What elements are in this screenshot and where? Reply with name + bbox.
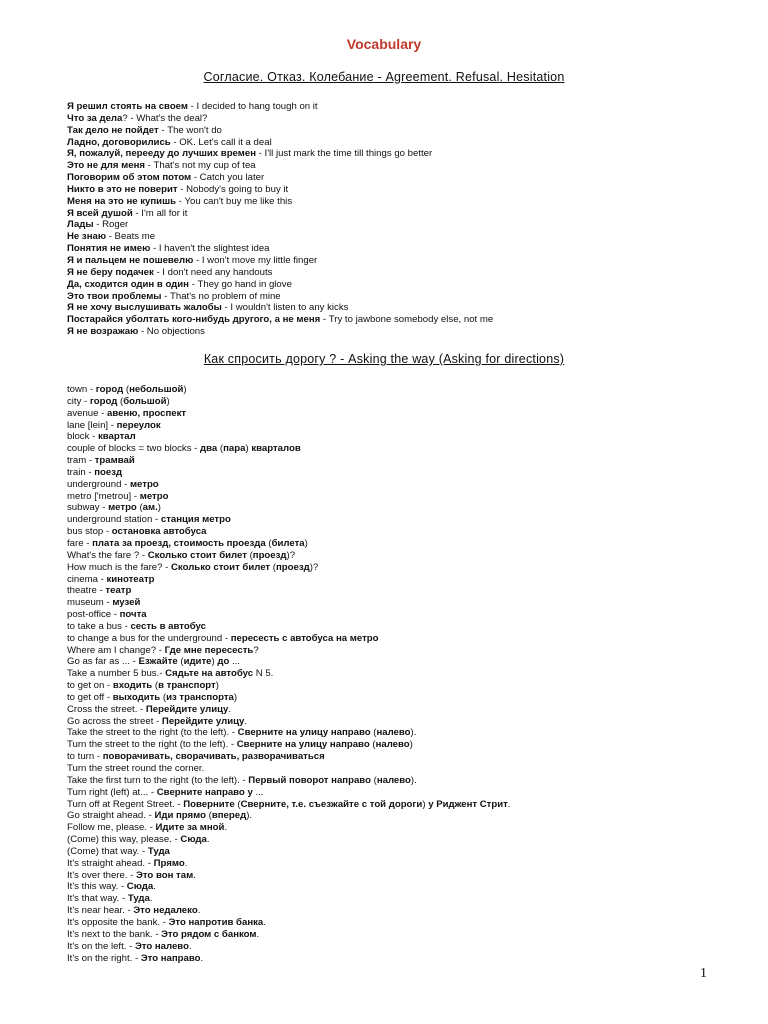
english-text: .	[224, 822, 228, 834]
list-item	[67, 739, 757, 751]
russian-phrase: трамвай	[94, 455, 135, 467]
russian-phrase: идите	[183, 656, 212, 668]
russian-phrase: Перейдите улицу	[145, 703, 229, 715]
english-text: Cross the street. -	[67, 703, 146, 715]
english-text: It's opposite the bank. -	[67, 916, 169, 928]
russian-phrase: Это твои проблемы	[67, 290, 162, 302]
english-text: - Nobody's going to buy it	[177, 183, 289, 195]
russian-phrase: Езжайте	[138, 656, 178, 668]
list-item	[67, 113, 757, 125]
list-item	[67, 101, 757, 113]
list-item	[67, 633, 757, 645]
english-text: museum -	[67, 597, 113, 609]
russian-phrase: Первый поворот направо	[248, 774, 371, 786]
russian-phrase: квартал	[97, 431, 136, 443]
english-text: subway -	[67, 502, 109, 514]
list-item	[67, 148, 757, 160]
phrase-list-agreement	[67, 101, 757, 338]
english-text: (	[234, 798, 241, 810]
russian-phrase: Это вон там	[136, 869, 194, 881]
list-item	[67, 941, 757, 953]
russian-phrase: налево	[375, 739, 410, 751]
russian-phrase: пересесть с автобуса на метро	[230, 632, 379, 644]
english-text: lane [lein] -	[67, 419, 117, 431]
russian-phrase: ам.	[142, 502, 158, 514]
russian-phrase: два	[200, 443, 218, 455]
english-text: It's that way. -	[67, 893, 128, 905]
list-item	[67, 455, 757, 467]
list-item	[67, 396, 757, 408]
english-text: ...	[252, 786, 264, 798]
russian-phrase: Это не для меня	[67, 160, 145, 172]
list-item	[67, 302, 757, 314]
english-text: fare -	[67, 537, 93, 549]
list-item	[67, 668, 757, 680]
list-item	[67, 822, 757, 834]
english-text: )	[304, 537, 308, 549]
english-text: .	[206, 834, 210, 846]
russian-phrase: Сколько стоит билет	[147, 549, 247, 561]
russian-phrase: в транспорт	[158, 680, 216, 692]
russian-phrase: Никто в это не поверит	[67, 183, 178, 195]
section-heading-agreement	[0, 70, 768, 84]
english-text: ).	[246, 810, 253, 822]
russian-phrase: Ладно, договорились	[67, 136, 171, 148]
russian-phrase: Идите за мной	[155, 822, 225, 834]
english-text: (	[205, 810, 212, 822]
list-item	[67, 467, 757, 479]
english-text: ?	[253, 644, 259, 656]
russian-phrase: Я не возражаю	[67, 326, 139, 338]
english-text: ).	[410, 727, 417, 739]
english-text: underground station -	[67, 514, 161, 526]
list-item	[67, 881, 757, 893]
list-item	[67, 125, 757, 137]
list-item	[67, 680, 757, 692]
english-text: bus stop -	[67, 526, 112, 538]
list-item	[67, 727, 757, 739]
list-item	[67, 255, 757, 267]
list-item	[67, 656, 757, 668]
english-text: )	[157, 502, 161, 514]
english-text: - I don't need any handouts	[153, 266, 273, 278]
russian-phrase: из транспорта	[166, 691, 234, 703]
list-item	[67, 834, 757, 846]
russian-phrase: Перейдите улицу	[161, 715, 245, 727]
english-text: (	[217, 443, 224, 455]
russian-phrase: входить	[112, 680, 153, 692]
english-text: .	[256, 928, 260, 940]
russian-phrase: большой	[123, 395, 167, 407]
list-item	[67, 775, 757, 787]
list-item	[67, 137, 757, 149]
list-item	[67, 431, 757, 443]
list-item	[67, 597, 757, 609]
russian-phrase: авеню, проспект	[107, 407, 187, 419]
russian-phrase: метро	[139, 490, 169, 502]
russian-phrase: Сколько стоит билет	[170, 561, 271, 573]
english-text: .	[188, 940, 192, 952]
list-item	[67, 291, 757, 303]
english-text: Where am I change? -	[67, 644, 165, 656]
english-text: .	[153, 881, 156, 893]
english-text: - Roger	[93, 219, 129, 231]
english-text: (	[369, 739, 376, 751]
section-heading-directions	[0, 352, 768, 366]
russian-phrase: пара	[223, 443, 246, 455]
russian-phrase: Это недалеко	[133, 905, 198, 917]
list-item	[67, 172, 757, 184]
list-item	[67, 870, 757, 882]
russian-phrase: город	[89, 395, 118, 407]
russian-phrase: Меня на это не купишь	[67, 195, 176, 207]
english-text: avenue -	[67, 407, 108, 419]
russian-phrase: выходить	[112, 691, 161, 703]
russian-phrase: Что за дела	[67, 112, 123, 124]
english-text: - I'm all for it	[132, 207, 188, 219]
russian-phrase: Так дело не пойдет	[67, 124, 159, 136]
english-text: (	[370, 774, 377, 786]
list-item	[67, 574, 757, 586]
russian-phrase: Постарайся уболтать кого-нибудь другого, а не меня	[67, 314, 321, 326]
english-text: - Catch you later	[191, 172, 265, 184]
english-text: tram -	[67, 455, 95, 467]
russian-phrase: кинотеатр	[106, 573, 155, 585]
english-text: train -	[67, 466, 95, 478]
page-title: Vocabulary	[346, 36, 422, 52]
english-text: .	[197, 905, 201, 917]
english-text: Turn right (left) at... -	[67, 786, 157, 798]
russian-phrase: станция метро	[160, 514, 231, 526]
english-text: N 5.	[253, 668, 274, 680]
english-text: Take the first turn to the right (to the left). -	[67, 774, 249, 786]
list-item	[67, 810, 757, 822]
russian-phrase: Поверните	[183, 798, 235, 810]
english-text: couple of blocks = two blocks -	[67, 443, 201, 455]
russian-phrase: Сюда	[180, 834, 207, 846]
english-text: metro ['metrou] -	[67, 490, 140, 502]
russian-phrase: Я всей душой	[67, 207, 133, 219]
russian-phrase: налево	[376, 727, 411, 739]
section-heading-ru: Согласие. Отказ. Колебание	[203, 70, 374, 84]
english-text: - Try to jawbone somebody else, not me	[320, 314, 494, 326]
english-text: (	[177, 656, 184, 668]
list-item	[67, 420, 757, 432]
russian-phrase: Это налево	[134, 940, 189, 952]
list-item	[67, 243, 757, 255]
section-heading-ru: Как спросить дорогу	[203, 352, 326, 366]
list-item	[67, 314, 757, 326]
page-number: 1	[700, 966, 707, 981]
english-text: to turn -	[67, 751, 103, 763]
list-item	[67, 267, 757, 279]
russian-phrase: Я не хочу выслушивать жалобы	[67, 302, 222, 314]
english-text: - No objections	[138, 326, 205, 338]
english-text: It's next to the bank. -	[67, 928, 162, 940]
english-text: to get off -	[67, 691, 113, 703]
english-text: .	[193, 869, 196, 881]
list-item	[67, 384, 757, 396]
english-text: )	[215, 680, 219, 692]
list-item	[67, 787, 757, 799]
english-text: - Beats me	[106, 231, 156, 243]
english-text: - I'll just mark the time till things go better	[256, 148, 433, 160]
english-text: Take the street to the right (to the left). -	[67, 727, 238, 739]
russian-phrase: остановка автобуса	[111, 526, 207, 538]
english-text: - They go hand in glove	[188, 278, 292, 290]
russian-phrase: кварталов	[251, 443, 301, 455]
russian-phrase: Понятия не имею	[67, 243, 151, 255]
english-text: .	[149, 893, 153, 905]
english-text: - You can't buy me like this	[175, 195, 293, 207]
english-text: block -	[67, 431, 98, 443]
english-text: (	[270, 561, 277, 573]
list-item	[67, 917, 757, 929]
english-text: .	[228, 703, 232, 715]
list-item	[67, 692, 757, 704]
english-text: city -	[67, 395, 90, 407]
english-text: post-office -	[67, 609, 120, 621]
list-item	[67, 953, 757, 965]
russian-phrase: Сюда	[126, 881, 154, 893]
russian-phrase: Я решил стоять на своем	[67, 101, 188, 112]
russian-phrase: Где мне пересесть	[164, 644, 254, 656]
english-text: (	[246, 549, 253, 561]
english-text: Turn off at Regent Street. -	[67, 798, 184, 810]
russian-phrase: Я, пожалуй, перееду до лучших времен	[67, 148, 256, 160]
section-heading-en: - Agreement. Refusal. Hesitation	[373, 70, 565, 84]
russian-phrase: Да, сходится один в один	[67, 278, 189, 290]
english-text: .	[263, 916, 266, 928]
list-item	[67, 326, 757, 338]
english-text: )	[166, 395, 170, 407]
russian-phrase: билета	[271, 537, 305, 549]
russian-phrase: налево	[376, 774, 411, 786]
russian-phrase: Сядьте на автобус	[165, 668, 254, 680]
list-item	[67, 208, 757, 220]
list-item	[67, 184, 757, 196]
list-item	[67, 231, 757, 243]
list-item	[67, 858, 757, 870]
list-item	[67, 716, 757, 728]
russian-phrase: Это направо	[140, 952, 201, 964]
russian-phrase: Я и пальцем не пошевелю	[67, 254, 194, 266]
english-text: - I haven't the slightest idea	[150, 243, 270, 255]
english-text: )	[245, 443, 252, 455]
list-item	[67, 550, 757, 562]
list-item	[67, 893, 757, 905]
english-text: It's on the right. -	[67, 952, 141, 964]
russian-phrase: метро	[108, 502, 137, 514]
russian-phrase: проезд	[276, 561, 310, 573]
russian-phrase: театр	[105, 585, 132, 597]
list-item	[67, 621, 757, 633]
english-text: .	[244, 715, 248, 727]
russian-phrase: Лады	[67, 219, 94, 231]
russian-phrase: небольшой	[129, 384, 184, 395]
english-text: - I decided to hang tough on it	[187, 101, 318, 112]
english-text: .	[200, 952, 204, 964]
list-item	[67, 763, 757, 775]
russian-phrase: Сверните направо у	[156, 786, 253, 798]
english-text: Go straight ahead. -	[67, 810, 155, 822]
russian-phrase: музей	[112, 597, 141, 609]
list-item	[67, 645, 757, 657]
russian-phrase: поезд	[94, 466, 123, 478]
russian-phrase: сесть в автобус	[130, 620, 206, 632]
english-text: How much is the fare? -	[67, 561, 171, 573]
english-text: )	[422, 798, 429, 810]
english-text: Go as far as ... -	[67, 656, 139, 668]
list-item	[67, 846, 757, 858]
english-text: (	[370, 727, 377, 739]
russian-phrase: Туда	[147, 845, 170, 857]
english-text: town -	[67, 384, 96, 395]
russian-phrase: поворачивать, сворачивать, разворачиваться	[102, 751, 325, 763]
english-text: (	[265, 537, 272, 549]
english-text: (	[160, 691, 167, 703]
russian-phrase: вперед	[211, 810, 247, 822]
english-text: )	[183, 384, 187, 395]
english-text: (Come) that way. -	[67, 845, 148, 857]
english-text: - That's no problem of mine	[161, 290, 281, 302]
english-text: )	[211, 656, 218, 668]
english-text: ).	[410, 774, 417, 786]
english-text: (	[136, 502, 143, 514]
english-text: Take a number 5 bus.-	[67, 668, 166, 680]
english-text: theatre -	[67, 585, 106, 597]
russian-phrase: до	[217, 656, 230, 668]
english-text: - I won't move my little finger	[193, 254, 318, 266]
russian-phrase: город	[95, 384, 124, 395]
russian-phrase: Сверните, т.е. съезжайте с той дороги	[240, 798, 423, 810]
russian-phrase: переулок	[116, 419, 161, 431]
english-text: It's this way. -	[67, 881, 127, 893]
english-text: Go across the street -	[67, 715, 162, 727]
list-item	[67, 219, 757, 231]
english-text: (	[117, 395, 124, 407]
english-text: - The won't do	[158, 124, 222, 136]
english-text: )?	[286, 549, 296, 561]
english-text: (	[123, 384, 130, 395]
english-text: .	[507, 798, 511, 810]
english-text: Follow me, please. -	[67, 822, 156, 834]
russian-phrase: Я не беру подачек	[67, 266, 154, 278]
english-text: It's over there. -	[67, 869, 137, 881]
english-text: (	[152, 680, 159, 692]
list-item	[67, 160, 757, 172]
english-text: )	[233, 691, 238, 703]
russian-phrase: Поговорим об этом потом	[67, 172, 192, 184]
russian-phrase: Туда	[127, 893, 150, 905]
list-item	[67, 514, 757, 526]
english-text: It's on the left. -	[67, 940, 135, 952]
russian-phrase: почта	[119, 609, 147, 621]
russian-phrase: метро	[129, 478, 159, 490]
list-item	[67, 279, 757, 291]
russian-phrase: Прямо	[153, 857, 185, 869]
list-item	[67, 443, 757, 455]
list-item	[67, 905, 757, 917]
russian-phrase: Сверните на улицу направо	[237, 727, 371, 739]
english-text: What's the fare ? -	[67, 549, 148, 561]
list-item	[67, 538, 757, 550]
section-heading-en: ? - Asking the way (Asking for directions)	[325, 352, 565, 366]
english-text: - That's not my cup of tea	[145, 160, 256, 172]
list-item	[67, 562, 757, 574]
russian-phrase: Это напротив банка	[168, 916, 264, 928]
list-item	[67, 491, 757, 503]
russian-phrase: проезд	[252, 549, 287, 561]
list-item	[67, 196, 757, 208]
russian-phrase: Не знаю	[67, 231, 107, 243]
russian-phrase: Это рядом с банком	[161, 928, 257, 940]
russian-phrase: Сверните на улицу направо	[236, 739, 370, 751]
english-text: It's straight ahead. -	[67, 857, 154, 869]
english-text: It's near hear. -	[67, 905, 134, 917]
english-text: (Come) this way, please. -	[67, 834, 181, 846]
english-text: Turn the street to the right (to the left). -	[67, 739, 237, 751]
english-text: to get on -	[67, 680, 113, 692]
list-item	[67, 704, 757, 716]
list-item	[67, 502, 757, 514]
russian-phrase: плата за проезд, стоимость проезда	[92, 537, 266, 549]
english-text: to change a bus for the underground -	[67, 632, 231, 644]
english-text: underground -	[67, 478, 130, 490]
list-item	[67, 526, 757, 538]
english-text: ...	[229, 656, 240, 668]
english-text: .	[184, 857, 188, 869]
english-text: ? - What's the deal?	[122, 112, 208, 124]
list-item	[67, 609, 757, 621]
phrase-list-directions	[67, 384, 757, 964]
english-text: cinema -	[67, 573, 107, 585]
list-item	[67, 929, 757, 941]
list-item	[67, 799, 757, 811]
list-item	[67, 479, 757, 491]
list-item	[67, 585, 757, 597]
list-item	[67, 751, 757, 763]
english-text: to take a bus -	[67, 620, 131, 632]
english-text: - I wouldn't listen to any kicks	[221, 302, 349, 314]
english-text: )	[409, 739, 413, 751]
english-text: )?	[309, 561, 319, 573]
russian-phrase: Иди прямо	[154, 810, 206, 822]
english-text: - OK. Let's call it a deal	[170, 136, 272, 148]
list-item	[67, 408, 757, 420]
english-text: Turn the street round the corner.	[67, 763, 205, 774]
russian-phrase: у Риджент Стрит	[428, 798, 508, 810]
